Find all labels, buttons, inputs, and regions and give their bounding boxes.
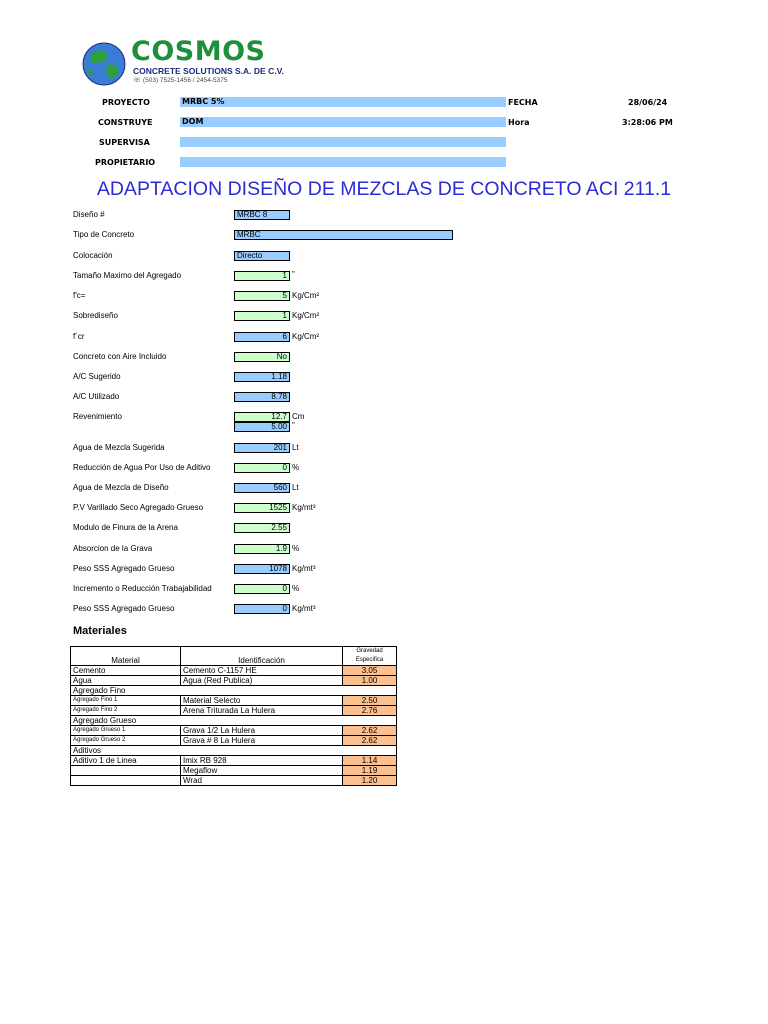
material-cell: Cemento — [71, 666, 181, 676]
gravedad-cell[interactable]: 1.19 — [343, 766, 397, 776]
revenimiento-cm-unit: Cm — [292, 412, 305, 421]
ident-cell: Wrad — [181, 776, 343, 786]
peso-sss-2-label: Peso SSS Agregado Grueso — [73, 604, 175, 613]
incremento-label: Incremento o Reducción Trabajabilidad — [73, 584, 212, 593]
tamano-field[interactable]: 1 — [234, 271, 290, 281]
material-cell — [71, 766, 181, 776]
revenimiento-in-unit: " — [292, 421, 295, 430]
pv-unit: Kg/mt³ — [292, 503, 316, 512]
agua-diseno-label: Agua de Mezcla de Diseño — [73, 483, 169, 492]
modulo-label: Modulo de Finura de la Arena — [73, 523, 178, 532]
supervisa-label: SUPERVISA — [99, 138, 150, 147]
revenimiento-cm-field[interactable]: 12.7 — [234, 412, 290, 422]
gravedad-cell[interactable]: 1.14 — [343, 756, 397, 766]
group-cell: Agregado Fino — [71, 686, 397, 696]
tamano-label: Tamaño Maximo del Agregado — [73, 271, 182, 280]
ident-cell: Imix RB 928 — [181, 756, 343, 766]
ident-cell: Material Selecto — [181, 696, 343, 706]
construye-label: CONSTRUYE — [98, 118, 153, 127]
diseno-field[interactable]: MRBC 8 — [234, 210, 290, 220]
gravedad-cell[interactable]: 1.20 — [343, 776, 397, 786]
reduccion-field[interactable]: 0 — [234, 463, 290, 473]
absorcion-field[interactable]: 1.9 — [234, 544, 290, 554]
material-cell: Agregado Fino 1 — [71, 696, 181, 706]
materiales-heading: Materiales — [73, 625, 127, 637]
fcr-label: f´cr — [73, 332, 85, 341]
proyecto-label: PROYECTO — [102, 98, 150, 107]
revenimiento-in-field[interactable]: 5.00 — [234, 422, 290, 432]
modulo-field[interactable]: 2.55 — [234, 523, 290, 533]
ident-cell: Agua (Red Publica) — [181, 676, 343, 686]
sobrediseno-label: Sobrediseño — [73, 311, 118, 320]
table-row — [71, 696, 397, 706]
materiales-table — [70, 646, 397, 786]
brand-name: COSMOS — [131, 36, 266, 67]
material-cell — [71, 776, 181, 786]
peso-sss-2-unit: Kg/mt³ — [292, 604, 316, 613]
colocacion-field[interactable]: Directo — [234, 251, 290, 261]
agua-sugerida-field[interactable]: 201 — [234, 443, 290, 453]
company-logo-globe — [82, 42, 126, 86]
fecha-value: 28/06/24 — [628, 98, 668, 107]
diseno-label: Diseño # — [73, 210, 105, 219]
brand-subtitle: CONCRETE SOLUTIONS S.A. DE C.V. — [133, 66, 284, 76]
agua-diseno-unit: Lt — [292, 483, 299, 492]
material-cell: Agregado Fino 2 — [71, 706, 181, 716]
ac-sugerido-field[interactable]: 1.18 — [234, 372, 290, 382]
peso-sss-field[interactable]: 1078 — [234, 564, 290, 574]
table-row — [71, 686, 397, 696]
reduccion-unit: % — [292, 463, 300, 472]
header-especifica: Especifica — [343, 656, 397, 666]
tipo-field[interactable]: MRBC — [234, 230, 453, 240]
aire-field[interactable]: No — [234, 352, 290, 362]
table-row — [71, 736, 397, 746]
group-cell: Aditivos — [71, 746, 397, 756]
peso-sss-2-field[interactable]: 0 — [234, 604, 290, 614]
agua-sugerida-unit: Lt — [292, 443, 299, 452]
proyecto-field[interactable]: MRBC 5% — [180, 97, 506, 107]
gravedad-cell[interactable]: 1.00 — [343, 676, 397, 686]
header-gravedad: Gravedad — [343, 647, 397, 657]
pv-field[interactable]: 1525 — [234, 503, 290, 513]
peso-sss-unit: Kg/mt³ — [292, 564, 316, 573]
table-row — [71, 716, 397, 726]
hora-label: Hora — [508, 118, 530, 127]
header-identificacion: Identificación — [181, 647, 343, 666]
fcr-unit: Kg/Cm² — [292, 332, 320, 341]
fc-field[interactable]: 5 — [234, 291, 290, 301]
group-cell: Agregado Grueso — [71, 716, 397, 726]
agua-diseno-field[interactable]: 560 — [234, 483, 290, 493]
gravedad-cell[interactable]: 2.62 — [343, 736, 397, 746]
agua-sugerida-label: Agua de Mezcla Sugerida — [73, 443, 165, 452]
ident-cell: Arena Triturada La Hulera — [181, 706, 343, 716]
fcr-field[interactable]: 6 — [234, 332, 290, 342]
tamano-unit: " — [292, 270, 295, 279]
header-material: Material — [71, 647, 181, 666]
propietario-label: PROPIETARIO — [95, 158, 156, 167]
propietario-field[interactable] — [180, 157, 506, 167]
ac-utilizado-label: A/C Utilizado — [73, 392, 120, 401]
ident-cell: Grava 1/2 La Hulera — [181, 726, 343, 736]
reduccion-label: Reducción de Agua Por Uso de Aditivo — [73, 463, 211, 472]
table-header-row — [71, 647, 397, 657]
material-cell: Agregado Grueso 2 — [71, 736, 181, 746]
gravedad-cell[interactable]: 2.76 — [343, 706, 397, 716]
table-row — [71, 766, 397, 776]
construye-field[interactable]: DOM — [180, 117, 506, 127]
sobrediseno-unit: Kg/Cm² — [292, 311, 320, 320]
page-title: ADAPTACION DISEÑO DE MEZCLAS DE CONCRETO ACI 211.1 — [96, 178, 672, 200]
supervisa-field[interactable] — [180, 137, 506, 147]
ident-cell: Megaflow — [181, 766, 343, 776]
fc-label: f'c= — [73, 291, 86, 300]
fecha-label: FECHA — [508, 98, 538, 107]
material-cell: Aditivo 1 de Linea — [71, 756, 181, 766]
table-row — [71, 776, 397, 786]
fc-unit: Kg/Cm² — [292, 291, 320, 300]
table-row — [71, 726, 397, 736]
gravedad-cell[interactable]: 3.05 — [343, 666, 397, 676]
brand-phone: ☏ (503) 7525-1456 / 2454-5375 — [133, 77, 228, 84]
ac-sugerido-label: A/C Sugerido — [73, 372, 121, 381]
incremento-unit: % — [292, 584, 300, 593]
gravedad-cell[interactable]: 2.50 — [343, 696, 397, 706]
ident-cell: Grava # 8 La Hulera — [181, 736, 343, 746]
material-cell: Agua — [71, 676, 181, 686]
table-row — [71, 746, 397, 756]
colocacion-label: Colocación — [73, 251, 113, 260]
absorcion-unit: % — [292, 544, 300, 553]
tipo-label: Tipo de Concreto — [73, 230, 135, 239]
ac-utilizado-field[interactable]: 8.78 — [234, 392, 290, 402]
table-row — [71, 666, 397, 676]
table-row — [71, 756, 397, 766]
gravedad-cell[interactable]: 2.62 — [343, 726, 397, 736]
revenimiento-label: Revenimiento — [73, 412, 122, 421]
table-row — [71, 706, 397, 716]
sobrediseno-field[interactable]: 1 — [234, 311, 290, 321]
incremento-field[interactable]: 0 — [234, 584, 290, 594]
absorcion-label: Absorcion de la Grava — [73, 544, 153, 553]
aire-label: Concreto con Aire Incluido — [73, 352, 167, 361]
peso-sss-label: Peso SSS Agregado Grueso — [73, 564, 175, 573]
ident-cell: Cemento C-1157 HE — [181, 666, 343, 676]
pv-label: P.V Varillado Seco Agregado Grueso — [73, 503, 204, 512]
table-row — [71, 676, 397, 686]
material-cell: Agregado Grueso 1 — [71, 726, 181, 736]
hora-value: 3:28:06 PM — [622, 118, 673, 127]
